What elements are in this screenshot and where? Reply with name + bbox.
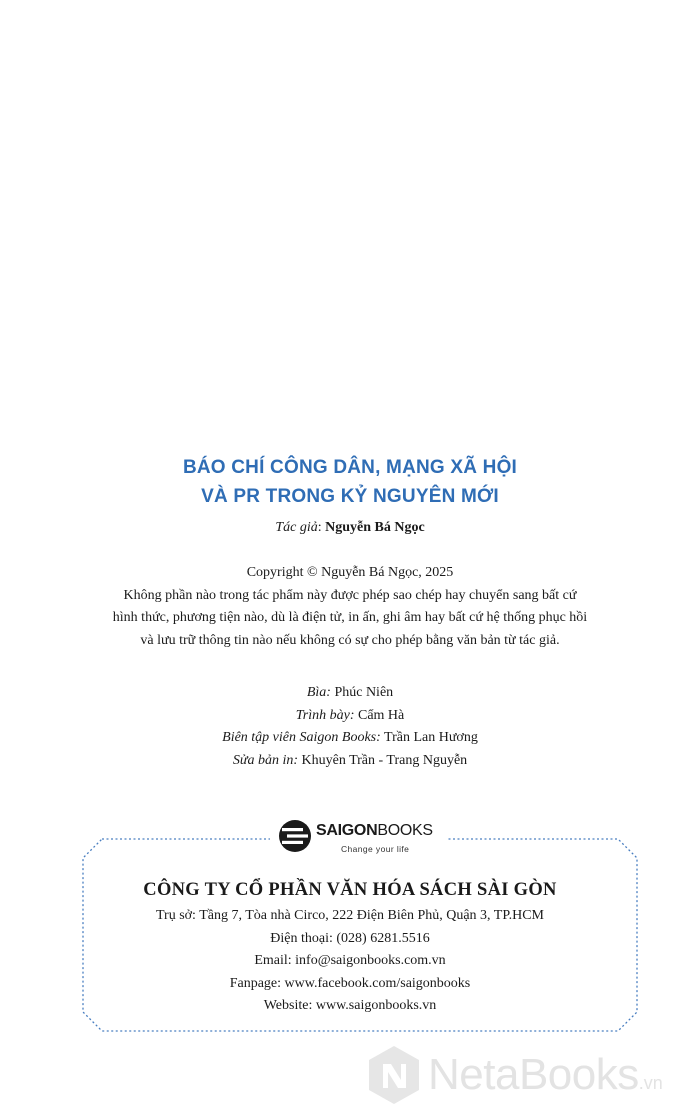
company-email: Email: info@saigonbooks.com.vn	[254, 953, 446, 969]
netabooks-watermark	[366, 1044, 696, 1110]
author-name: Nguyễn Bá Ngọc	[325, 520, 425, 535]
copyright-block	[0, 562, 700, 652]
logo-tagline: Change your life	[341, 844, 410, 854]
logo-wordmark	[316, 822, 433, 840]
rights-line: và lưu trữ thông tin nào nếu không có sự cho phép bằng văn bản từ tác giả.	[140, 632, 560, 648]
company-info	[0, 905, 700, 1018]
company-name: CÔNG TY CỔ PHẦN VĂN HÓA SÁCH SÀI GÒN	[143, 880, 557, 900]
company-address: Trụ sở: Tầng 7, Tòa nhà Circo, 222 Điện Biên Phủ, Quận 3, TP.HCM	[155, 908, 544, 923]
author-line: Tác giả: Nguyễn Bá Ngọc	[275, 520, 425, 535]
copyright-line: Copyright © Nguyễn Bá Ngọc, 2025	[246, 565, 454, 580]
company-website: Website: www.saigonbooks.vn	[263, 998, 437, 1014]
credits-block	[0, 682, 700, 772]
rights-line: hình thức, phương tiện nào, dù là điện tử, in ấn, ghi âm hay bất cứ hệ thống phục hồi	[112, 610, 588, 625]
author-label: Tác giả	[275, 520, 318, 535]
watermark-suffix: .vn	[638, 1073, 663, 1093]
netabooks-hexagon-icon	[366, 1044, 422, 1106]
credit-proofreader	[0, 750, 700, 773]
saigonbooks-mark-icon	[278, 819, 312, 853]
credit-label: Bìa:	[306, 685, 331, 700]
saigonbooks-logo	[270, 814, 446, 862]
credit-value: Trần Lan Hương	[384, 730, 478, 745]
book-title-line-2: VÀ PR TRONG KỶ NGUYÊN MỚI	[201, 486, 499, 507]
credit-label: Trình bày:	[295, 707, 355, 723]
logo-word-bold: SAIGON	[316, 822, 378, 839]
logo-word-regular: BOOKS	[377, 822, 433, 839]
credit-cover	[0, 682, 700, 705]
credit-editor	[0, 727, 700, 750]
rights-line: Không phần nào trong tác phẩm này được phép sao chép hay chuyển sang bất cứ	[123, 587, 577, 603]
watermark-name: NetaBooks	[428, 1050, 639, 1099]
credit-value: Cẩm Hà	[357, 707, 405, 723]
credit-value: Khuyên Trần - Trang Nguyễn	[301, 752, 468, 768]
credit-label: Sửa bản in:	[232, 752, 298, 768]
company-fanpage: Fanpage: www.facebook.com/saigonbooks	[229, 975, 471, 991]
credit-value: Phúc Niên	[334, 685, 394, 700]
company-phone: Điện thoại: (028) 6281.5516	[270, 930, 430, 946]
credit-label: Biên tập viên Saigon Books:	[222, 730, 381, 745]
book-title-line-1: BÁO CHÍ CÔNG DÂN, MẠNG XÃ HỘI	[182, 457, 518, 478]
watermark-text	[428, 1050, 663, 1100]
credit-layout	[0, 705, 700, 728]
